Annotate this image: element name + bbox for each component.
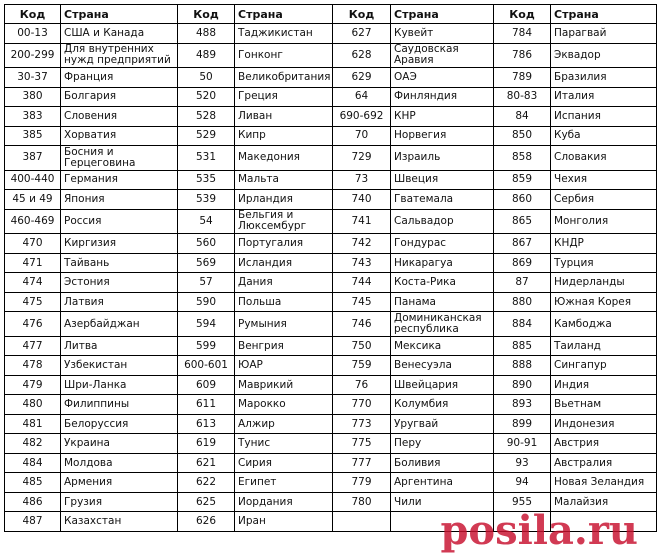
country-cell: Сальвадор [391, 209, 494, 234]
code-cell: 482 [5, 434, 61, 454]
country-cell: Испания [551, 107, 657, 127]
code-cell [333, 512, 391, 532]
code-cell: 745 [333, 292, 391, 312]
country-cell: Турция [551, 253, 657, 273]
code-cell: 477 [5, 336, 61, 356]
country-cell: Малайзия [551, 492, 657, 512]
code-cell: 73 [333, 170, 391, 190]
country-cell: Белоруссия [61, 414, 178, 434]
country-cell: Тайвань [61, 253, 178, 273]
code-cell: 531 [178, 146, 235, 171]
country-code-table-container [4, 4, 656, 532]
table-row [5, 87, 657, 107]
country-cell: Чили [391, 492, 494, 512]
header-code: Код [494, 5, 551, 24]
code-cell: 859 [494, 170, 551, 190]
header-country: Страна [61, 5, 178, 24]
country-cell: Индия [551, 375, 657, 395]
code-cell: 478 [5, 356, 61, 376]
country-cell: Греция [235, 87, 333, 107]
country-cell: Индонезия [551, 414, 657, 434]
code-cell: 489 [178, 43, 235, 68]
code-cell: 865 [494, 209, 551, 234]
country-cell: Ирландия [235, 190, 333, 210]
code-cell: 529 [178, 126, 235, 146]
country-cell: Казахстан [61, 512, 178, 532]
code-cell: 479 [5, 375, 61, 395]
code-cell: 899 [494, 414, 551, 434]
watermark: posila.ru [440, 507, 638, 554]
code-cell: 626 [178, 512, 235, 532]
country-cell: Египет [235, 473, 333, 493]
country-cell: Австрия [551, 434, 657, 454]
code-cell: 777 [333, 453, 391, 473]
code-cell: 741 [333, 209, 391, 234]
table-row [5, 170, 657, 190]
country-cell: Мексика [391, 336, 494, 356]
country-cell: Мальта [235, 170, 333, 190]
country-cell: Узбекистан [61, 356, 178, 376]
code-cell: 460-469 [5, 209, 61, 234]
country-cell: Норвегия [391, 126, 494, 146]
code-cell: 480 [5, 395, 61, 415]
country-cell: Румыния [235, 312, 333, 337]
country-cell: Латвия [61, 292, 178, 312]
table-row [5, 107, 657, 127]
country-cell: Бразилия [551, 68, 657, 88]
country-cell: Сингапур [551, 356, 657, 376]
country-cell: Перу [391, 434, 494, 454]
code-cell: 773 [333, 414, 391, 434]
code-cell: 385 [5, 126, 61, 146]
code-cell: 80-83 [494, 87, 551, 107]
country-cell: Новая Зеландия [551, 473, 657, 493]
country-cell: Кипр [235, 126, 333, 146]
table-row [5, 336, 657, 356]
header-country: Страна [235, 5, 333, 24]
country-cell: Киргизия [61, 234, 178, 254]
code-cell: 850 [494, 126, 551, 146]
code-cell: 481 [5, 414, 61, 434]
code-cell: 789 [494, 68, 551, 88]
code-cell: 775 [333, 434, 391, 454]
country-cell: Парагвай [551, 24, 657, 44]
code-cell: 885 [494, 336, 551, 356]
country-cell: Гватемала [391, 190, 494, 210]
code-cell: 475 [5, 292, 61, 312]
country-cell: Германия [61, 170, 178, 190]
country-cell: Нидерланды [551, 273, 657, 293]
country-cell: Словения [61, 107, 178, 127]
country-cell: Швеция [391, 170, 494, 190]
code-cell: 729 [333, 146, 391, 171]
country-cell: Босния и Герцеговина [61, 146, 178, 171]
country-cell: ОАЭ [391, 68, 494, 88]
code-cell: 76 [333, 375, 391, 395]
code-cell: 57 [178, 273, 235, 293]
code-cell: 779 [333, 473, 391, 493]
code-cell: 858 [494, 146, 551, 171]
table-row [5, 24, 657, 44]
country-cell: Филиппины [61, 395, 178, 415]
country-cell: Болгария [61, 87, 178, 107]
country-cell: Колумбия [391, 395, 494, 415]
country-cell: Коста-Рика [391, 273, 494, 293]
code-cell: 780 [333, 492, 391, 512]
code-cell: 90-91 [494, 434, 551, 454]
country-cell: Южная Корея [551, 292, 657, 312]
code-cell: 890 [494, 375, 551, 395]
table-row [5, 434, 657, 454]
code-cell: 45 и 49 [5, 190, 61, 210]
table-row [5, 453, 657, 473]
country-cell: КНДР [551, 234, 657, 254]
table-row [5, 43, 657, 68]
country-cell: Швейцария [391, 375, 494, 395]
code-cell: 54 [178, 209, 235, 234]
table-row [5, 68, 657, 88]
table-body [5, 24, 657, 532]
country-cell: Венгрия [235, 336, 333, 356]
country-cell: Дания [235, 273, 333, 293]
code-cell: 629 [333, 68, 391, 88]
header-code: Код [178, 5, 235, 24]
country-cell: Португалия [235, 234, 333, 254]
code-cell: 690-692 [333, 107, 391, 127]
code-cell: 484 [5, 453, 61, 473]
table-row [5, 209, 657, 234]
code-cell: 594 [178, 312, 235, 337]
code-cell: 400-440 [5, 170, 61, 190]
country-cell: Великобритания [235, 68, 333, 88]
table-row [5, 375, 657, 395]
code-cell: 383 [5, 107, 61, 127]
code-cell: 94 [494, 473, 551, 493]
table-row [5, 253, 657, 273]
country-cell: Вьетнам [551, 395, 657, 415]
table-row [5, 473, 657, 493]
code-cell: 590 [178, 292, 235, 312]
country-cell: Уругвай [391, 414, 494, 434]
country-cell: Молдова [61, 453, 178, 473]
code-cell: 486 [5, 492, 61, 512]
code-cell: 627 [333, 24, 391, 44]
country-cell: Боливия [391, 453, 494, 473]
country-cell: Шри-Ланка [61, 375, 178, 395]
country-cell: ЮАР [235, 356, 333, 376]
code-cell: 625 [178, 492, 235, 512]
country-cell: Таджикистан [235, 24, 333, 44]
code-cell: 569 [178, 253, 235, 273]
country-cell: Исландия [235, 253, 333, 273]
country-cell: Иран [235, 512, 333, 532]
country-cell: США и Канада [61, 24, 178, 44]
code-cell: 955 [494, 492, 551, 512]
country-cell: Сербия [551, 190, 657, 210]
table-row [5, 234, 657, 254]
code-cell: 750 [333, 336, 391, 356]
code-cell: 539 [178, 190, 235, 210]
country-cell: Таиланд [551, 336, 657, 356]
code-cell: 560 [178, 234, 235, 254]
code-cell: 860 [494, 190, 551, 210]
code-cell: 50 [178, 68, 235, 88]
code-cell: 888 [494, 356, 551, 376]
code-cell: 387 [5, 146, 61, 171]
code-cell: 476 [5, 312, 61, 337]
header-code: Код [333, 5, 391, 24]
code-cell: 30-37 [5, 68, 61, 88]
country-cell: Хорватия [61, 126, 178, 146]
country-cell: Куба [551, 126, 657, 146]
table-row [5, 126, 657, 146]
country-cell: Эквадор [551, 43, 657, 68]
code-cell: 869 [494, 253, 551, 273]
code-cell: 64 [333, 87, 391, 107]
country-cell: Кувейт [391, 24, 494, 44]
code-cell: 786 [494, 43, 551, 68]
code-cell: 893 [494, 395, 551, 415]
code-cell: 471 [5, 253, 61, 273]
table-row [5, 395, 657, 415]
country-cell: Чехия [551, 170, 657, 190]
code-cell: 619 [178, 434, 235, 454]
country-cell: Доминиканская республика [391, 312, 494, 337]
country-cell: Польша [235, 292, 333, 312]
code-cell: 00-13 [5, 24, 61, 44]
table-row [5, 414, 657, 434]
country-cell: Марокко [235, 395, 333, 415]
code-cell: 599 [178, 336, 235, 356]
country-cell: Алжир [235, 414, 333, 434]
table-row [5, 356, 657, 376]
code-cell: 746 [333, 312, 391, 337]
code-cell: 485 [5, 473, 61, 493]
country-cell: Венесуэла [391, 356, 494, 376]
code-cell: 611 [178, 395, 235, 415]
code-cell: 770 [333, 395, 391, 415]
code-cell: 759 [333, 356, 391, 376]
table-row [5, 292, 657, 312]
code-cell: 742 [333, 234, 391, 254]
code-cell: 621 [178, 453, 235, 473]
country-cell: Гонконг [235, 43, 333, 68]
code-cell: 744 [333, 273, 391, 293]
country-cell: Македония [235, 146, 333, 171]
code-cell: 70 [333, 126, 391, 146]
table-row [5, 273, 657, 293]
code-cell: 784 [494, 24, 551, 44]
code-cell: 884 [494, 312, 551, 337]
header-country: Страна [551, 5, 657, 24]
code-cell: 87 [494, 273, 551, 293]
country-cell: Тунис [235, 434, 333, 454]
country-cell: Словакия [551, 146, 657, 171]
table-row [5, 312, 657, 337]
code-cell: 487 [5, 512, 61, 532]
country-cell: Литва [61, 336, 178, 356]
country-cell: Монголия [551, 209, 657, 234]
code-cell: 488 [178, 24, 235, 44]
table-row [5, 190, 657, 210]
country-cell: Маврикий [235, 375, 333, 395]
country-cell: Камбоджа [551, 312, 657, 337]
country-cell: Азербайджан [61, 312, 178, 337]
header-country: Страна [391, 5, 494, 24]
country-cell: Франция [61, 68, 178, 88]
country-cell: Саудовская Аравия [391, 43, 494, 68]
header-code: Код [5, 5, 61, 24]
country-cell: Никарагуа [391, 253, 494, 273]
country-code-table [4, 4, 657, 532]
country-cell: Бельгия и Люксембург [235, 209, 333, 234]
code-cell: 740 [333, 190, 391, 210]
code-cell: 867 [494, 234, 551, 254]
code-cell: 622 [178, 473, 235, 493]
country-cell: Эстония [61, 273, 178, 293]
country-cell: Гондурас [391, 234, 494, 254]
table-row [5, 146, 657, 171]
country-cell: Россия [61, 209, 178, 234]
country-cell: Финляндия [391, 87, 494, 107]
code-cell: 743 [333, 253, 391, 273]
code-cell: 93 [494, 453, 551, 473]
country-cell: Австралия [551, 453, 657, 473]
code-cell: 880 [494, 292, 551, 312]
code-cell: 470 [5, 234, 61, 254]
country-cell: Япония [61, 190, 178, 210]
code-cell: 609 [178, 375, 235, 395]
header-row [5, 5, 657, 24]
code-cell: 613 [178, 414, 235, 434]
code-cell: 474 [5, 273, 61, 293]
country-cell: КНР [391, 107, 494, 127]
code-cell: 200-299 [5, 43, 61, 68]
code-cell: 535 [178, 170, 235, 190]
code-cell: 380 [5, 87, 61, 107]
country-cell: Аргентина [391, 473, 494, 493]
code-cell: 520 [178, 87, 235, 107]
country-cell: Иордания [235, 492, 333, 512]
country-cell: Для внутренних нужд предприятий [61, 43, 178, 68]
code-cell: 628 [333, 43, 391, 68]
country-cell: Грузия [61, 492, 178, 512]
country-cell: Италия [551, 87, 657, 107]
country-cell: Армения [61, 473, 178, 493]
code-cell: 528 [178, 107, 235, 127]
country-cell: Ливан [235, 107, 333, 127]
code-cell: 84 [494, 107, 551, 127]
country-cell: Панама [391, 292, 494, 312]
country-cell: Израиль [391, 146, 494, 171]
country-cell: Сирия [235, 453, 333, 473]
country-cell: Украина [61, 434, 178, 454]
code-cell: 600-601 [178, 356, 235, 376]
